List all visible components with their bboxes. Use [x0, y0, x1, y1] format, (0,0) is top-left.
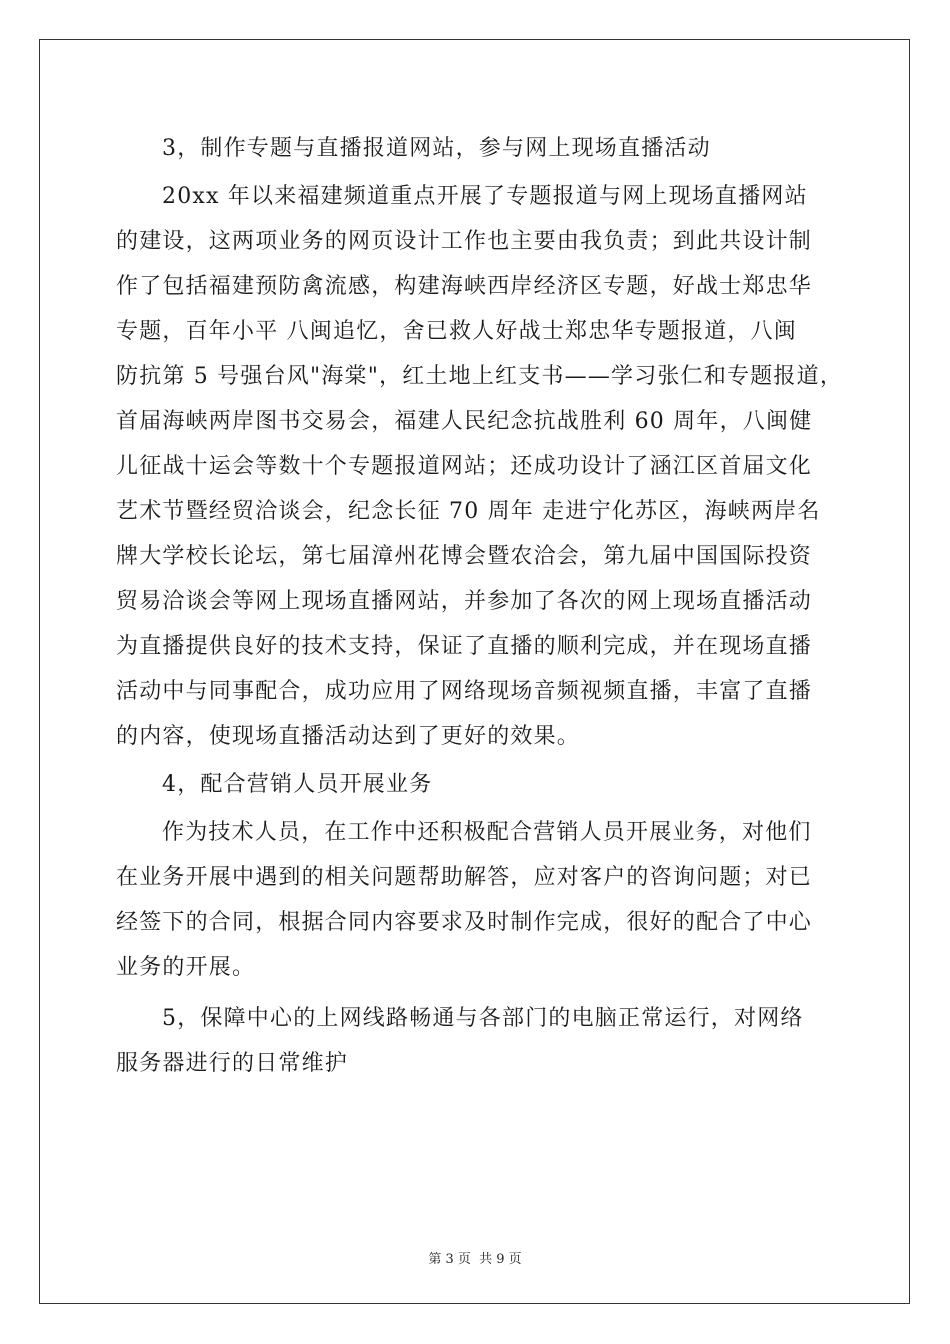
- text-line: 专题，百年小平 八闽追忆，舍已救人好战士郑忠华专题报道，八闽: [116, 319, 797, 344]
- text-line: 贸易洽谈会等网上现场直播网站，并参加了各次的网上现场直播活动: [116, 589, 813, 614]
- section-3-heading: [116, 126, 836, 171]
- text-line: 活动中与同事配合，成功应用了网络现场音频视频直播，丰富了直播: [116, 679, 813, 704]
- text-line: 20xx 年以来福建频道重点开展了专题报道与网上现场直播网站: [162, 184, 808, 209]
- total-pages-label: 共 9 页: [479, 1252, 522, 1267]
- text-line: 牌大学校长论坛，第七届漳州花博会暨农洽会，第九届中国国际投资: [116, 544, 813, 569]
- text-line: 防抗第 5 号强台风"海棠"，红土地上红支书——学习张仁和专题报道，: [116, 364, 844, 389]
- text-line: 3，制作专题与直播报道网站，参与网上现场直播活动: [162, 136, 711, 161]
- page-footer: [0, 1248, 950, 1267]
- text-line: 服务器进行的日常维护: [116, 1051, 349, 1076]
- text-line: 5，保障中心的上网线路畅通与各部门的电脑正常运行，对网络: [162, 1006, 804, 1031]
- text-line: 作为技术人员，在工作中还积极配合营销人员开展业务，对他们: [162, 820, 812, 845]
- text-line: 作了包括福建预防禽流感，构建海峡西岸经济区专题，好战士郑忠华: [116, 274, 813, 299]
- text-line: 为直播提供良好的技术支持，保证了直播的顺利完成，并在现场直播: [116, 634, 813, 659]
- section-4-heading: [116, 762, 836, 807]
- section-4-body: [116, 810, 836, 990]
- text-line: 业务的开展。: [116, 955, 256, 980]
- document-body: [116, 126, 844, 1086]
- current-page-label: 第 3 页: [428, 1252, 471, 1267]
- text-line: 经签下的合同，根据合同内容要求及时制作完成，很好的配合了中心: [116, 910, 813, 935]
- text-line: 的内容，使现场直播活动达到了更好的效果。: [116, 724, 581, 749]
- text-line: 儿征战十运会等数十个专题报道网站；还成功设计了涵江区首届文化: [116, 454, 813, 479]
- text-line: 在业务开展中遇到的相关问题帮助解答，应对客户的咨询问题；对已: [116, 865, 813, 890]
- section-3-body: [116, 174, 844, 759]
- text-line: 的建设，这两项业务的网页设计工作也主要由我负责；到此共设计制: [116, 229, 813, 254]
- section-5-heading: [116, 996, 836, 1086]
- text-line: 艺术节暨经贸洽谈会，纪念长征 70 周年 走进宁化苏区，海峡两岸名: [116, 499, 821, 524]
- text-line: 首届海峡两岸图书交易会，福建人民纪念抗战胜利 60 周年，八闽健: [116, 409, 813, 434]
- text-line: 4，配合营销人员开展业务: [162, 772, 433, 797]
